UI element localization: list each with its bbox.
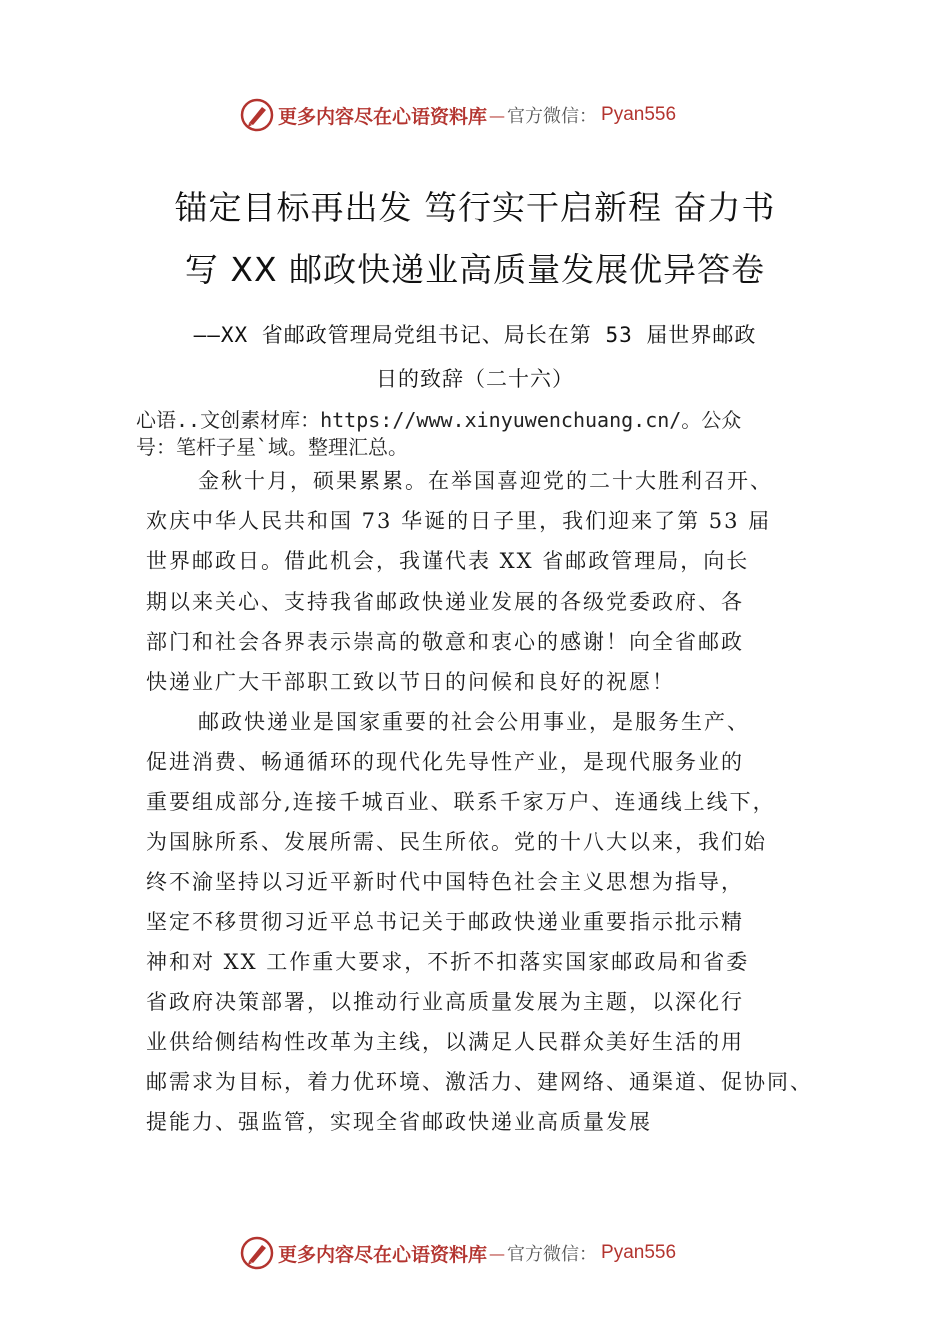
pen-logo-icon: [240, 98, 274, 132]
banner-dash: —: [489, 105, 506, 125]
banner-wechat-label: 官方微信：: [507, 106, 598, 127]
document-title-line-2: 写 XX 邮政快递业高质量发展优异答卷: [184, 250, 766, 289]
body-line: 邮政快递业是国家重要的社会公用事业，是服务生产、: [198, 710, 750, 734]
pen-logo-icon: [240, 1236, 274, 1270]
document-subtitle-line-2: 日的致辞（二十六）: [376, 367, 574, 391]
body-line: 部门和社会各界表示崇高的敬意和衷心的感谢！向全省邮政: [146, 630, 744, 654]
banner-wechat-label: 官方微信：: [507, 1244, 598, 1265]
body-line: 期以来关心、支持我省邮政快递业发展的各级党委政府、各: [146, 590, 744, 614]
banner-brand-text: 更多内容尽在心语资料库: [278, 105, 488, 128]
body-line: 世界邮政日。借此机会，我谨代表 XX 省邮政管理局，向长: [146, 549, 750, 573]
body-line: 邮需求为目标，着力优环境、激活力、建网络、通渠道、促协同、: [146, 1070, 813, 1094]
body-line: 促进消费、畅通循环的现代化先导性产业，是现代服务业的: [146, 750, 744, 774]
banner-wechat-id: Pyan556: [601, 1242, 677, 1263]
document-subtitle-line-1: ——XX 省邮政管理局党组书记、局长在第 53 届世界邮政: [193, 323, 757, 347]
body-line: 重要组成部分,连接千城百业、联系千家万户、连通线上线下，: [146, 790, 776, 814]
banner-dash: —: [489, 1243, 506, 1263]
body-line: 神和对 XX 工作重大要求，不折不扣落实国家邮政局和省委: [146, 950, 750, 974]
document-title-line-1: 锚定目标再出发 笃行实干启新程 奋力书: [174, 188, 776, 227]
body-line: 业供给侧结构性改革为主线，以满足人民群众美好生活的用: [146, 1030, 744, 1054]
body-line: 省政府决策部署，以推动行业高质量发展为主题，以深化行: [146, 990, 744, 1014]
body-line: 坚定不移贯彻习近平总书记关于邮政快递业重要指示批示精: [146, 910, 744, 934]
source-note-line-2: 号：笔杆子星`域。整理汇总。: [136, 435, 409, 459]
body-line: 为国脉所系、发展所需、民生所依。党的十八大以来，我们始: [146, 830, 767, 854]
banner-wechat-id: Pyan556: [601, 104, 677, 125]
body-line: 提能力、强监管，实现全省邮政快递业高质量发展: [146, 1110, 652, 1134]
body-line: 金秋十月，硕果累累。在举国喜迎党的二十大胜利召开、: [198, 469, 773, 493]
source-note-line-1: 心语..文创素材库：https://www.xinyuwenchuang.cn/。公众: [136, 408, 742, 432]
header-watermark-banner: [240, 95, 760, 135]
footer-watermark-banner: [240, 1233, 760, 1273]
banner-brand-text: 更多内容尽在心语资料库: [278, 1243, 488, 1266]
body-line: 终不渝坚持以习近平新时代中国特色社会主义思想为指导，: [146, 870, 744, 894]
body-line: 欢庆中华人民共和国 73 华诞的日子里，我们迎来了第 53 届: [146, 509, 772, 533]
body-line: 快递业广大干部职工致以节日的问候和良好的祝愿！: [146, 670, 675, 694]
